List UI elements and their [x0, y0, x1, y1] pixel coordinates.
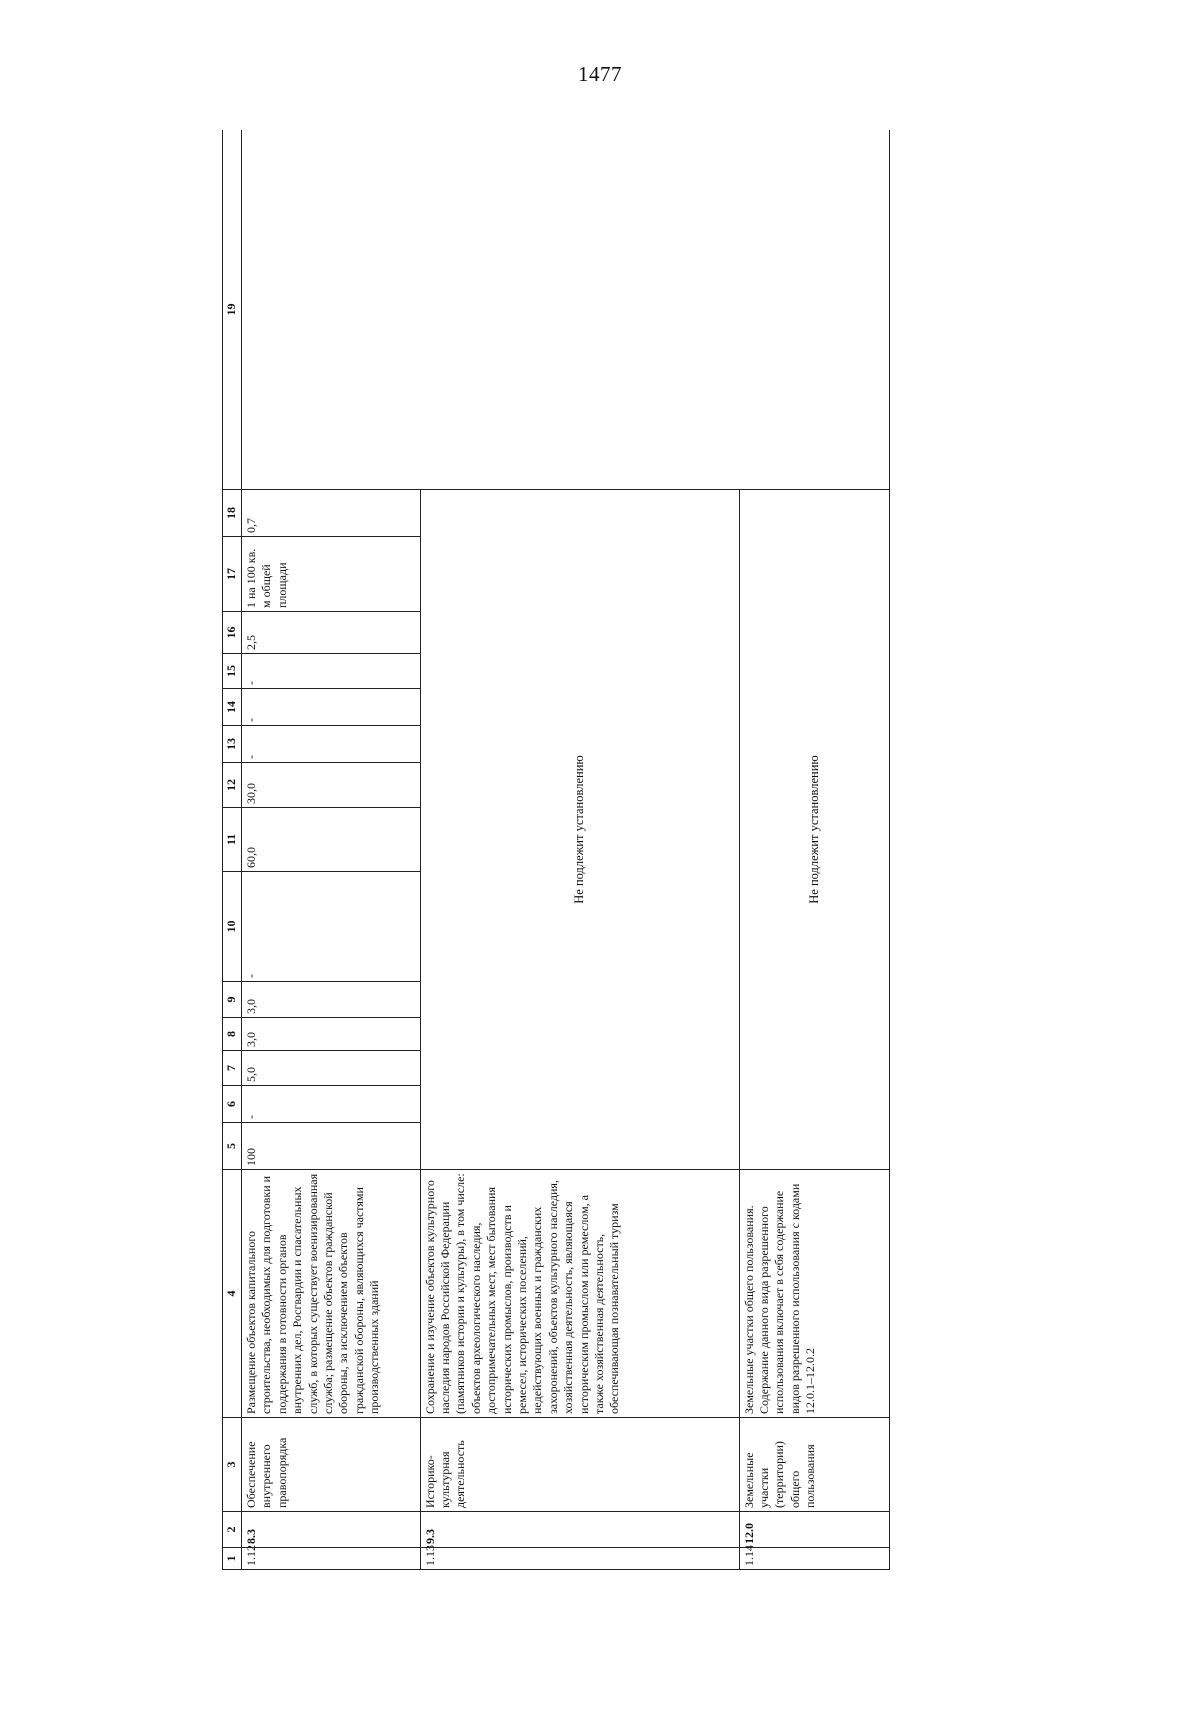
- cell-16: 2,5: [242, 612, 421, 654]
- rotated-table: [222, 130, 890, 1570]
- cell-12: 30,0: [242, 763, 421, 808]
- row-name: Обеспечение внутреннего правопорядка: [242, 1418, 421, 1512]
- row-description: Размещение объектов капитального строительства, необходимых для подготовки и поддержания в готовности органов внутренних дел, Росгвардии и спасательных служб, в которых существует военизированная служба; размещение объектов гражданской обороны, за исключением объектов гражданской обороны, являющихся частями производственных зданий: [242, 1170, 421, 1418]
- cell-10: -: [242, 872, 421, 982]
- row-code: 9.3: [420, 1512, 739, 1548]
- col-header-19: 19: [223, 130, 242, 490]
- col-header-13: 13: [223, 726, 242, 763]
- row-name: Историко-культурная деятельность: [420, 1418, 739, 1512]
- cell-14: -: [242, 689, 421, 726]
- row-description: Сохранение и изучение объектов культурного наследия народов Российской Федерации (памятников истории и культуры), в том числе: объектов археологического наследия, достопримечательных мест, мест бытования исторических промыслов, производств и ремесел, исторических поселений, недействующих военных и гражданских захоронений, объектов культурного наследия, хозяйственная деятельность, являющаяся историческим промыслом или ремеслом, а также хозяйственная деятельность, обеспечивающая познавательный туризм: [420, 1170, 739, 1418]
- cell-6: -: [242, 1086, 421, 1123]
- row-name: Земельные участки (территории) общего пользования: [739, 1418, 889, 1512]
- col-header-15: 15: [223, 654, 242, 689]
- col-header-3: 3: [223, 1418, 242, 1512]
- col-header-10: 10: [223, 872, 242, 982]
- col-header-11: 11: [223, 808, 242, 872]
- cell-13: -: [242, 726, 421, 763]
- col-header-16: 16: [223, 612, 242, 654]
- col-header-5: 5: [223, 1123, 242, 1170]
- cell-11: 60,0: [242, 808, 421, 872]
- col-header-4: 4: [223, 1170, 242, 1418]
- row-number: 1.14: [739, 1548, 889, 1570]
- rotated-table-container: [222, 130, 890, 1570]
- col-header-18: 18: [223, 490, 242, 537]
- table-row: [242, 130, 421, 1570]
- cell-8: 3,0: [242, 1018, 421, 1051]
- row-code: 12.0: [739, 1512, 889, 1548]
- page-number: 1477: [578, 62, 622, 86]
- cell-15: -: [242, 654, 421, 689]
- merged-not-applicable: Не подлежит установлению: [420, 490, 739, 1170]
- col-header-8: 8: [223, 1018, 242, 1051]
- header-row: [223, 130, 242, 1570]
- row-number: 1.12: [242, 1548, 421, 1570]
- cell-17: 1 на 100 кв. м общей площади: [242, 537, 421, 612]
- col-header-14: 14: [223, 689, 242, 726]
- cell-18: 0,7: [242, 490, 421, 537]
- zoning-regulations-table: [222, 130, 890, 1570]
- col-header-9: 9: [223, 982, 242, 1018]
- row-description: Земельные участки общего пользования. Содержание данного вида разрешенного использования включает в себя содержание видов разрешенного использования с кодами 12.0.1–12.0.2: [739, 1170, 889, 1418]
- col-header-12: 12: [223, 763, 242, 808]
- row-code: 8.3: [242, 1512, 421, 1548]
- row-number: 1.13: [420, 1548, 739, 1570]
- cell-19: [242, 130, 890, 490]
- col-header-17: 17: [223, 537, 242, 612]
- cell-7: 5,0: [242, 1051, 421, 1086]
- cell-9: 3,0: [242, 982, 421, 1018]
- merged-not-applicable: Не подлежит установлению: [739, 490, 889, 1170]
- col-header-1: 1: [223, 1548, 242, 1570]
- col-header-6: 6: [223, 1086, 242, 1123]
- col-header-7: 7: [223, 1051, 242, 1086]
- col-header-2: 2: [223, 1512, 242, 1548]
- cell-5: 100: [242, 1123, 421, 1170]
